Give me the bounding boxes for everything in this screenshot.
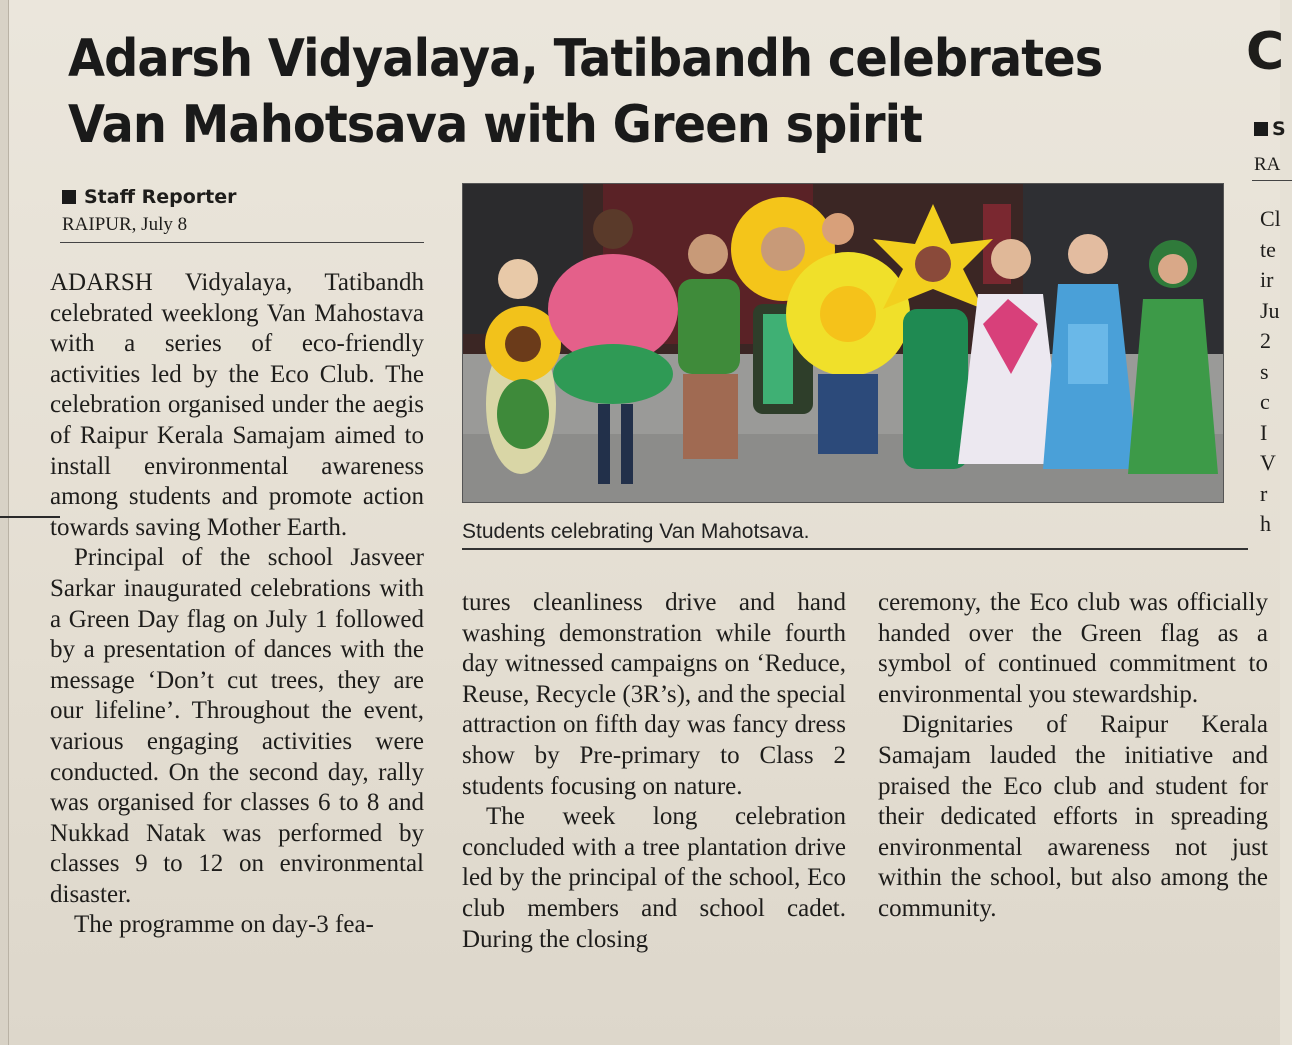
author-name: Staff Reporter: [84, 186, 237, 208]
page-left-edge: [0, 0, 9, 1045]
paragraph: Principal of the school Jasveer Sarkar inaugurated celebrations with a Green Day flag on July 1 followed by a presentation of dances with the message ‘Don’t cut trees, they are our lifeline’. Throughout the event, various engaging activities were conducted. On the second day, rally was organised for classes 6 to 8 and Nukkad Natak was performed by classes 9 to 12 on environmental disaster.: [50, 544, 424, 908]
dateline: RAIPUR, July 8: [62, 214, 188, 235]
adjacent-text-fragments: [1260, 204, 1281, 540]
article-column-1: [50, 268, 424, 941]
paragraph: The programme on day-3 fea-: [74, 911, 374, 939]
text-fragment: 2: [1260, 328, 1271, 353]
adjacent-headline-fragment: C: [1246, 22, 1285, 82]
article-column-3: [878, 588, 1268, 925]
text-fragment: Cl: [1260, 206, 1281, 231]
text-fragment: ir: [1260, 267, 1274, 292]
text-fragment: h: [1260, 511, 1271, 536]
square-bullet-icon: [1254, 122, 1268, 136]
article-photo: [462, 183, 1224, 503]
adjacent-byline-text: S: [1272, 118, 1286, 140]
paragraph: The week long celebration concluded with a tree plantation drive led by the principal of the school, Eco club members and school cadet. During the closing: [462, 803, 846, 953]
article-column-2: [462, 588, 846, 955]
headline-line-1: Adarsh Vidyalaya, Tatibandh celebrates: [68, 29, 1103, 89]
headline-line-2: Van Mahotsava with Green spirit: [68, 95, 923, 155]
text-fragment: I: [1260, 419, 1268, 445]
text-fragment: c: [1260, 389, 1270, 414]
paragraph: tures cleanliness drive and hand washing demonstration while fourth day witnessed campaigns on ‘Reduce, Reuse, Recycle (3R’s), and the special attraction on fifth day was fancy dress show by Pre-primary to Class 2 students focusing on nature.: [462, 589, 846, 800]
square-bullet-icon: [62, 190, 76, 204]
byline-author: [62, 186, 424, 208]
paragraph: ADARSH Vidyalaya, Tatibandh celebrated weeklong Van Mahostava with a series of eco-friendly activities led by the Eco Club. The celebration organised under the aegis of Raipur Kerala Samajam aimed to install environmental awareness among students and promote action towards saving Mother Earth.: [50, 269, 424, 541]
paragraph: Dignitaries of Raipur Kerala Samajam lauded the initiative and praised the Eco club and student for their dedicated efforts in spreading environmental awareness not just within the school, but also among the community.: [878, 711, 1268, 922]
text-fragment: Ju: [1260, 297, 1280, 323]
adjacent-divider: [1252, 180, 1292, 181]
text-fragment: te: [1260, 236, 1276, 262]
paragraph: ceremony, the Eco club was officially handed over the Green flag as a symbol of continued commitment to environmental you stewardship.: [878, 589, 1268, 708]
article-headline: [68, 26, 1103, 158]
byline: [62, 186, 424, 236]
caption-divider: [462, 548, 1248, 550]
text-fragment: V: [1260, 450, 1276, 475]
text-fragment: r: [1260, 480, 1268, 506]
byline-divider: [60, 242, 424, 243]
adjacent-byline-fragment: [1254, 118, 1286, 140]
text-fragment: s: [1260, 358, 1269, 384]
photo-caption: Students celebrating Van Mahotsava.: [462, 520, 810, 543]
adjacent-article-fragment: [1246, 0, 1286, 1045]
adjacent-dateline-fragment: RA: [1254, 154, 1281, 175]
students-photo-illustration: [463, 184, 1223, 502]
